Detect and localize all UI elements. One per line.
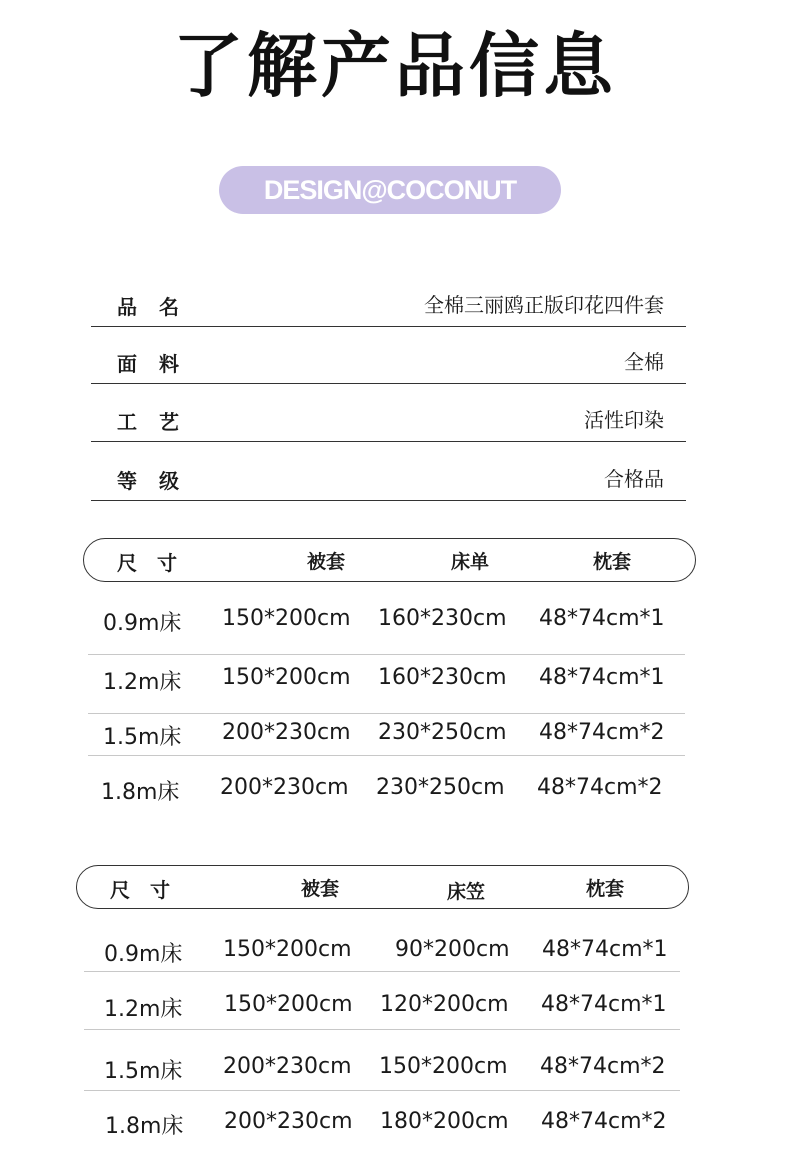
cell-pillow: 48*74cm*1 [539, 665, 665, 690]
cell-fitted-sheet: 120*200cm [380, 992, 509, 1017]
cell-sheet: 230*250cm [376, 775, 505, 800]
cell-size: 1.2m床 [103, 670, 182, 695]
table-row [84, 929, 680, 972]
cell-duvet: 200*230cm [223, 1054, 352, 1079]
brand-badge: DESIGN@COCONUT [219, 166, 561, 214]
cell-duvet: 150*200cm [223, 937, 352, 962]
table-row [88, 598, 685, 655]
info-row-name [91, 269, 686, 327]
cell-pillow: 48*74cm*1 [542, 937, 668, 962]
cell-size: 1.8m床 [101, 780, 180, 805]
header-sheet: 床单 [451, 551, 490, 573]
cell-size: 1.5m床 [104, 1059, 183, 1084]
header-size: 尺寸 [110, 878, 190, 902]
cell-pillow: 48*74cm*1 [541, 992, 667, 1017]
table-row [88, 657, 685, 714]
header-size: 尺寸 [117, 551, 197, 575]
cell-size: 1.8m床 [105, 1114, 184, 1139]
cell-duvet: 200*230cm [224, 1109, 353, 1134]
header-fitted-sheet: 床笠 [447, 881, 486, 903]
cell-duvet: 150*200cm [224, 992, 353, 1017]
info-label: 品名 [117, 295, 201, 319]
info-row-craft [91, 384, 686, 442]
cell-pillow: 48*74cm*2 [539, 720, 665, 745]
cell-duvet: 150*200cm [222, 606, 351, 631]
table2-header [76, 865, 689, 909]
cell-sheet: 160*230cm [378, 606, 507, 631]
info-value: 全棉 [624, 350, 664, 374]
table-row [88, 767, 685, 823]
header-duvet: 被套 [307, 551, 346, 573]
cell-duvet: 150*200cm [222, 665, 351, 690]
cell-pillow: 48*74cm*1 [539, 606, 665, 631]
cell-size: 0.9m床 [104, 942, 183, 967]
info-row-grade [91, 443, 686, 501]
table-row [84, 984, 680, 1030]
cell-fitted-sheet: 150*200cm [379, 1054, 508, 1079]
table1-header [83, 538, 696, 582]
cell-sheet: 160*230cm [378, 665, 507, 690]
cell-size: 0.9m床 [103, 611, 182, 636]
cell-sheet: 230*250cm [378, 720, 507, 745]
cell-fitted-sheet: 180*200cm [380, 1109, 509, 1134]
header-pillow: 枕套 [586, 878, 625, 900]
info-row-fabric [91, 326, 686, 384]
cell-duvet: 200*230cm [222, 720, 351, 745]
info-value: 合格品 [604, 467, 664, 491]
info-label: 面料 [117, 352, 201, 376]
cell-size: 1.2m床 [104, 997, 183, 1022]
table-row [84, 1046, 680, 1091]
info-label: 工艺 [117, 410, 201, 434]
header-duvet: 被套 [301, 878, 340, 900]
cell-duvet: 200*230cm [220, 775, 349, 800]
table-row [88, 712, 685, 756]
table-row [84, 1101, 680, 1149]
cell-pillow: 48*74cm*2 [540, 1054, 666, 1079]
info-value: 全棉三丽鸥正版印花四件套 [424, 293, 664, 317]
info-label: 等级 [117, 469, 201, 493]
cell-pillow: 48*74cm*2 [537, 775, 663, 800]
cell-fitted-sheet: 90*200cm [395, 937, 510, 962]
header-pillow: 枕套 [593, 551, 632, 573]
cell-pillow: 48*74cm*2 [541, 1109, 667, 1134]
page-title: 了解产品信息 [173, 25, 617, 107]
info-value: 活性印染 [584, 408, 664, 432]
cell-size: 1.5m床 [103, 725, 182, 750]
